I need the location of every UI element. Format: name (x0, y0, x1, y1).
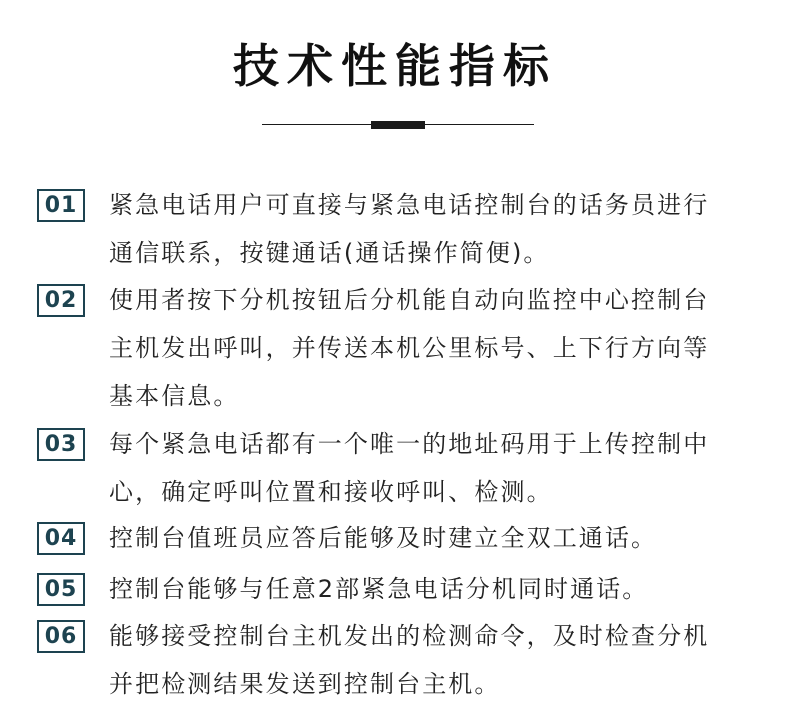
item-number-badge: 06 (37, 620, 85, 653)
item-text-line: 基本信息。 (109, 382, 240, 410)
item-number-badge: 02 (37, 284, 85, 317)
item-text-line: 紧急电话用户可直接与紧急电话控制台的话务员进行 (109, 191, 710, 219)
item-text-line: 控制台值班员应答后能够及时建立全双工通话。 (109, 524, 658, 552)
page-title: 技术性能指标 (233, 39, 557, 93)
item-text-line: 控制台能够与任意2部紧急电话分机同时通话。 (109, 575, 649, 603)
item-number-badge: 04 (37, 522, 85, 555)
item-number-badge: 05 (37, 573, 85, 606)
item-text-line: 主机发出呼叫，并传送本机公里标号、上下行方向等 (109, 334, 710, 362)
item-text-line: 使用者按下分机按钮后分机能自动向监控中心控制台 (109, 286, 710, 314)
title-divider-accent (371, 121, 425, 129)
item-number-badge: 03 (37, 428, 85, 461)
item-text-line: 通信联系，按键通话(通话操作简便)。 (109, 239, 550, 267)
item-text-line: 能够接受控制台主机发出的检测命令，及时检查分机 (109, 622, 710, 650)
item-text-line: 并把检测结果发送到控制台主机。 (109, 670, 501, 698)
item-text-line: 每个紧急电话都有一个唯一的地址码用于上传控制中 (109, 430, 710, 458)
item-number-badge: 01 (37, 189, 85, 222)
item-text-line: 心，确定呼叫位置和接收呼叫、检测。 (109, 478, 553, 506)
